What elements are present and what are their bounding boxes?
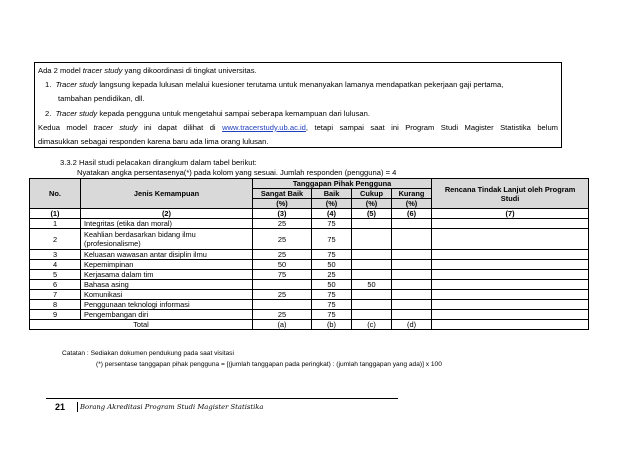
header-kurang: Kurang — [392, 189, 432, 199]
header-pct: (%) — [312, 199, 352, 209]
footer-divider — [46, 398, 398, 399]
section-subheading: Nyatakan angka persentasenya(*) pada kolom yang sesuai. Jumlah responden (pengguna) = 4 — [77, 168, 397, 177]
intro-item-2: 2. Tracer study kepada pengguna untuk mengetahui sampai seberapa kemampuan dari lulusan. — [45, 108, 370, 118]
header-cukup: Cukup — [352, 189, 392, 199]
section-heading: 3.3.2 Hasil studi pelacakan dirangkum dalam tabel berikut: — [60, 158, 257, 167]
header-no: No. — [30, 179, 81, 209]
note-line-1: Catatan : Sediakan dokumen pendukung pada saat visitasi — [62, 350, 234, 357]
header-baik: Baik — [312, 189, 352, 199]
header-pct: (%) — [352, 199, 392, 209]
table-row: 1 Integritas (etika dan moral) 25 75 — [30, 219, 589, 229]
table-row: 4 Kepemimpinan 50 50 — [30, 260, 589, 270]
survey-table — [29, 178, 589, 330]
intro-line-1: Ada 2 model tracer study yang dikoordinasi di tingkat universitas. — [38, 66, 257, 75]
footer-title: Borang Akreditasi Program Studi Magister Statistika — [80, 403, 264, 411]
table-row: 5 Kerjasama dalam tim 75 25 — [30, 270, 589, 280]
total-row: Total (a) (b) (c) (d) — [30, 320, 589, 330]
intro-item-1-continuation: tambahan pendidikan, dll. — [58, 94, 145, 104]
table-row: 6 Bahasa asing 50 50 — [30, 280, 589, 290]
intro-line-5: dimasukkan sebagai responden karena baru ada lima orang lulusan. — [38, 137, 269, 147]
header-pct: (%) — [253, 199, 312, 209]
column-index-row: (1) (2) (3) (4) (5) (6) (7) — [30, 209, 589, 219]
header-jenis: Jenis Kemampuan — [81, 179, 253, 209]
table-row: 7 Komunikasi 25 75 — [30, 290, 589, 300]
tracer-study-link[interactable]: www.tracerstudy.ub.ac.id — [222, 122, 306, 132]
header-rencana: Rencana Tindak Lanjut oleh Program Studi — [432, 179, 589, 209]
intro-box — [34, 62, 562, 148]
table-row: 3 Keluasan wawasan antar disiplin ilmu 25 75 — [30, 250, 589, 260]
header-tanggapan: Tanggapan Pihak Pengguna — [253, 179, 432, 189]
table-row: 8 Penggunaan teknologi informasi 75 — [30, 300, 589, 310]
table-notes — [62, 348, 442, 370]
header-sangat-baik: Sangat Baik — [253, 189, 312, 199]
page-number: 21 — [55, 402, 78, 412]
table-row: 9 Pengembangan diri 25 75 — [30, 310, 589, 320]
intro-line-4: Kedua model tracer study ini dapat dilihat di www.tracerstudy.ub.ac.id, tetapi sampai saat ini Program Studi Magister Statistika belum — [38, 122, 558, 132]
note-line-2: (*) persentase tanggapan pihak pengguna = [(jumlah tanggapan pada peringkat) : (jumlah tanggapan yang ada)] x 100 — [96, 361, 442, 368]
table-row: 2 Keahlian berdasarkan bidang ilmu (profesionalisme) 25 75 — [30, 229, 589, 250]
header-pct: (%) — [392, 199, 432, 209]
intro-item-1: 1. Tracer study langsung kepada lulusan melalui kuesioner terutama untuk menanyakan lamanya mendapatkan pekerjaan gaji pertama, — [45, 80, 504, 90]
